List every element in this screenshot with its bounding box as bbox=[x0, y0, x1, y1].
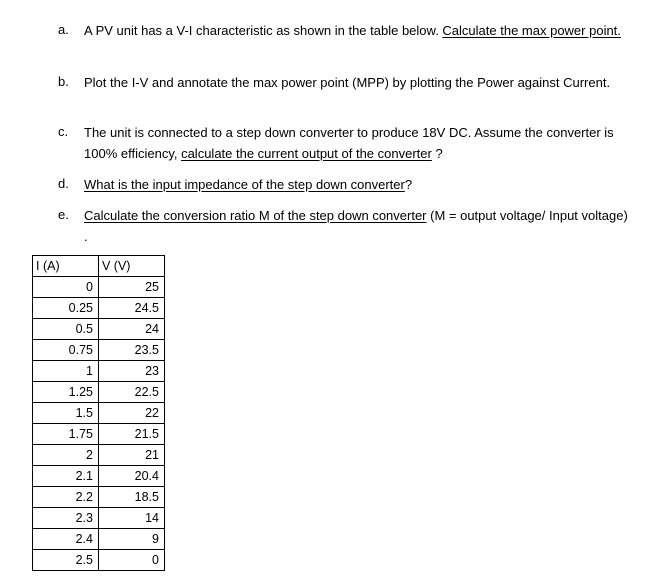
cell-voltage: 23.5 bbox=[99, 340, 165, 361]
question-text-plain: A PV unit has a V-I characteristic as shown in the table below. bbox=[84, 23, 443, 38]
question-marker: c. bbox=[58, 124, 69, 139]
question-text bbox=[84, 174, 629, 195]
question-text-underlined: Calculate the conversion ratio M of the step down converter bbox=[84, 208, 427, 223]
cell-current: 1 bbox=[33, 361, 99, 382]
cell-voltage: 21.5 bbox=[99, 424, 165, 445]
cell-voltage: 23 bbox=[99, 361, 165, 382]
cell-current: 2.4 bbox=[33, 529, 99, 550]
cell-voltage: 0 bbox=[99, 550, 165, 571]
table-row bbox=[33, 361, 165, 382]
cell-current: 2.1 bbox=[33, 466, 99, 487]
cell-voltage: 20.4 bbox=[99, 466, 165, 487]
question-text-end: ? bbox=[431, 146, 443, 161]
question-text: Plot the I-V and annotate the max power point (MPP) by plotting the Power against Current. bbox=[84, 75, 611, 90]
vi-table bbox=[32, 255, 165, 571]
cell-current: 1.5 bbox=[33, 403, 99, 424]
question-marker: a. bbox=[58, 22, 69, 37]
cell-current: 2.2 bbox=[33, 487, 99, 508]
question-text bbox=[84, 122, 629, 164]
table-row bbox=[33, 508, 165, 529]
question-text-end: (M = output voltage/ Input voltage) . bbox=[84, 208, 628, 244]
table-row bbox=[33, 424, 165, 445]
cell-voltage: 24 bbox=[99, 319, 165, 340]
table-row bbox=[33, 403, 165, 424]
cell-current: 0.5 bbox=[33, 319, 99, 340]
cell-voltage: 9 bbox=[99, 529, 165, 550]
question-marker: b. bbox=[58, 74, 69, 89]
question-marker: e. bbox=[58, 207, 69, 222]
cell-voltage: 21 bbox=[99, 445, 165, 466]
table-row bbox=[33, 466, 165, 487]
question-text bbox=[84, 20, 629, 41]
table-header-row bbox=[33, 256, 165, 277]
question-text-plain: The unit is connected to a step down converter to produce 18V DC. Assume the converter is 100% efficiency, bbox=[84, 125, 614, 161]
table-body bbox=[33, 277, 165, 571]
cell-voltage: 22 bbox=[99, 403, 165, 424]
question-text bbox=[84, 205, 629, 247]
table-row bbox=[33, 529, 165, 550]
cell-current: 2.5 bbox=[33, 550, 99, 571]
table-row bbox=[33, 298, 165, 319]
table-row bbox=[33, 550, 165, 571]
cell-current: 1.75 bbox=[33, 424, 99, 445]
cell-voltage: 25 bbox=[99, 277, 165, 298]
cell-voltage: 14 bbox=[99, 508, 165, 529]
column-header-current: I (A) bbox=[33, 256, 99, 277]
table-row bbox=[33, 340, 165, 361]
cell-current: 2.3 bbox=[33, 508, 99, 529]
cell-current: 0.25 bbox=[33, 298, 99, 319]
question-marker: d. bbox=[58, 176, 69, 191]
cell-voltage: 24.5 bbox=[99, 298, 165, 319]
cell-voltage: 22.5 bbox=[99, 382, 165, 403]
cell-current: 1.25 bbox=[33, 382, 99, 403]
cell-current: 0.75 bbox=[33, 340, 99, 361]
table-row bbox=[33, 277, 165, 298]
question-text-end: ? bbox=[404, 177, 413, 192]
question-text-underlined: Calculate the max power point. bbox=[442, 23, 621, 38]
cell-current: 0 bbox=[33, 277, 99, 298]
table-row bbox=[33, 487, 165, 508]
column-header-voltage: V (V) bbox=[99, 256, 165, 277]
cell-current: 2 bbox=[33, 445, 99, 466]
cell-voltage: 18.5 bbox=[99, 487, 165, 508]
table-row bbox=[33, 382, 165, 403]
question-text-underlined: What is the input impedance of the step down converter bbox=[84, 177, 405, 192]
table-row bbox=[33, 445, 165, 466]
table-row bbox=[33, 319, 165, 340]
question-text-underlined: calculate the current output of the converter bbox=[181, 146, 432, 161]
